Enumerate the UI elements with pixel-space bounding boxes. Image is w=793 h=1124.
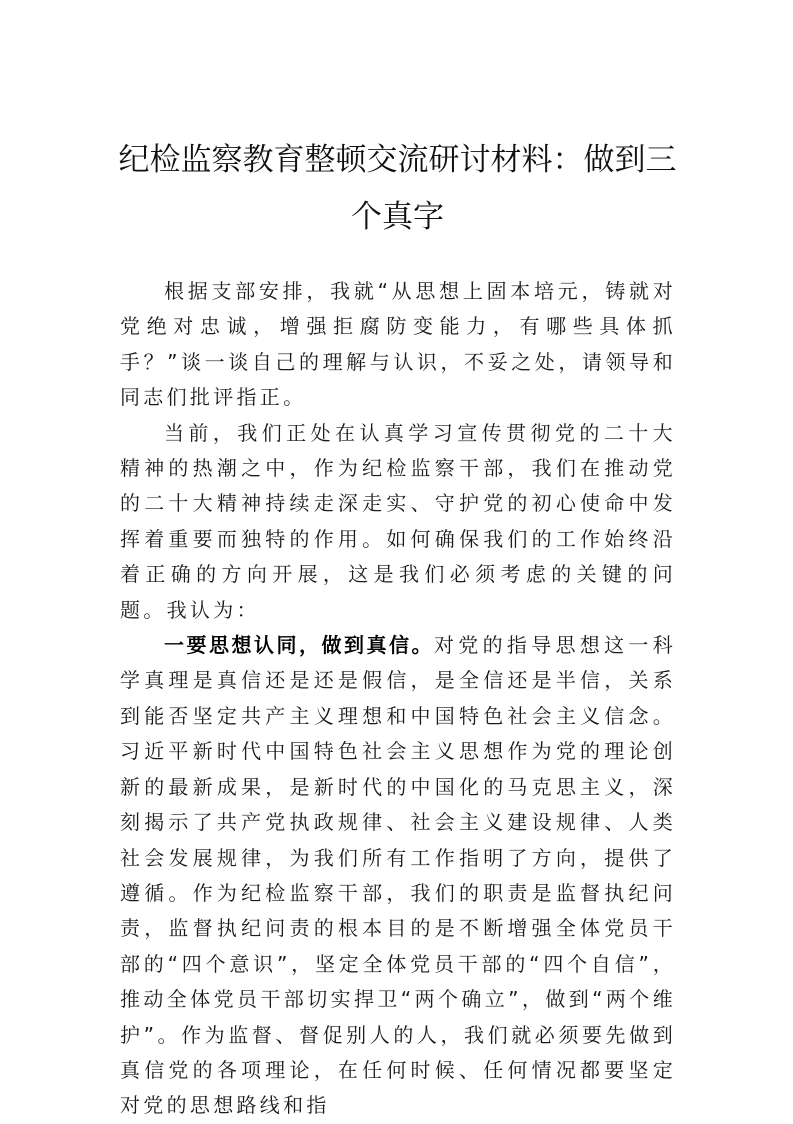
paragraph-text: 当前，我们正处在认真学习宣传贯彻党的二十大精神的热潮之中，作为纪检监察干部，我们在推动党的二十大精神持续走深走实、守护党的初心使命中发挥着重要而独特的作用。如何确保我们的工作始终沿着正确的方向开展，这是我们必须考虑的关键的问题。我认为：	[120, 420, 676, 622]
paragraph-text: 根据支部安排，我就“从思想上固本培元，铸就对党绝对忠诚，增强拒腐防变能力，有哪些具体抓手？”谈一谈自己的理解与认识，不妥之处，请领导和同志们批评指正。	[120, 279, 676, 410]
paragraph-point-one	[120, 628, 676, 1124]
document-title: 纪检监察教育整顿交流研讨材料：做到三个真字	[118, 142, 677, 235]
document-body	[120, 274, 676, 1124]
paragraph-text: 对党的指导思想这一科学真理是真信还是还是假信，是全信还是半信，关系到能否坚定共产主义理想和中国特色社会主义信念。习近平新时代中国特色社会主义思想作为党的理论创新的最新成果，是新时代的中国化的马克思主义，深刻揭示了共产党执政规律、社会主义建设规律、人类社会发展规律，为我们所有工作指明了方向，提供了遵循。作为纪检监察干部，我们的职责是监督执纪问责，监督执纪问责的根本目的是不断增强全体党员干部的“四个意识”，坚定全体党员干部的“四个自信”，推动全体党员干部切实捍卫“两个确立”，做到“两个维护”。作为监督、督促别人的人，我们就必须要先做到真信党的各项理论，在任何时候、任何情况都要坚定对党的思想路线和指	[120, 633, 676, 1118]
paragraph-lead-heading: 一要思想认同，做到真信。	[164, 633, 434, 658]
paragraph-intro	[120, 274, 676, 416]
paragraph-context	[120, 416, 676, 628]
